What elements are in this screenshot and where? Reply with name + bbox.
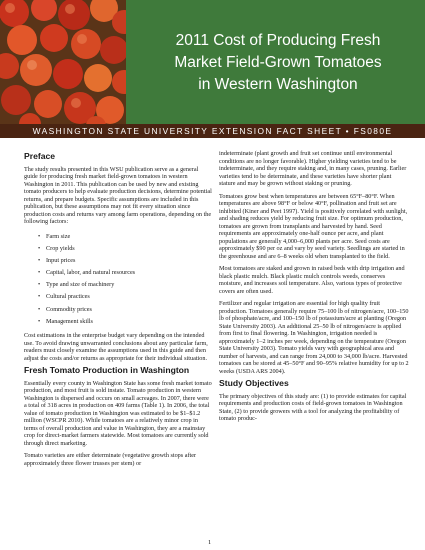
body-paragraph: Tomatoes grow best when temperatures are between 65°F–80°F. When temperatures are above 98°F or below 40°F, pollination and fruit set are inhibited (Kiner and Peet 1997). Yield is positively correlated with sunlight, and shading reduces yield by reducing fruit size. For optimum production, tomatoes are grown from transplants and harvested by hand. Seed requirements are approximately one-half ounce per acre, and plant populations are generally 4,000–6,000 plants per acre. Seed costs are approximately $90 per oz and vary by seed variety. Seedlings are started in the greenhouse and are 6–8 weeks old when transplanted to the field. bbox=[219, 192, 408, 260]
list-item: • Management skills bbox=[38, 316, 212, 328]
list-item: • Cultural practices bbox=[38, 291, 212, 303]
list-item: • Commodity prices bbox=[38, 304, 212, 316]
fact-sheet-band: WASHINGTON STATE UNIVERSITY EXTENSION FACT SHEET • FS080E bbox=[0, 124, 425, 138]
title-line: Market Field-Grown Tomatoes bbox=[174, 54, 382, 71]
header-banner bbox=[0, 0, 425, 124]
tomato-photo-illustration bbox=[0, 0, 126, 124]
production-paragraph: Tomato varieties are either determinate (vegetative growth stops after approximately three flower trusses per stem) or bbox=[24, 452, 197, 467]
factors-list bbox=[24, 231, 212, 329]
preface-heading: Preface bbox=[24, 151, 56, 161]
preface-paragraph: The study results presented in this WSU publication serve as a general guide for producing fresh market field-grown tomatoes in western Washington in 2011. This publication can be used by new and existing tomato producers to help evaluate production decisions, determine potential returns, and prepare budgets. Specific assumptions are included in this publication, but these assumptions may not fit every situation since production costs and returns vary among farm operations, depending on the following factors: bbox=[24, 165, 212, 225]
right-column bbox=[219, 150, 409, 428]
list-item: • Input prices bbox=[38, 255, 212, 267]
list-item: • Farm size bbox=[38, 231, 212, 243]
preface-paragraph: Cost estimations in the enterprise budget vary depending on the intended use. To avoid drawing unwarranted conclusions about any particular farm, readers must closely examine the assumptions used in this guide and then adjust the costs and/or returns as appropriate for their individual situation. bbox=[24, 332, 208, 362]
production-heading: Fresh Tomato Production in Washington bbox=[24, 365, 190, 375]
title-line: in Western Washington bbox=[198, 76, 358, 93]
page-number: 1 bbox=[208, 539, 212, 546]
title-line: 2011 Cost of Producing Fresh bbox=[175, 32, 381, 49]
publication-title bbox=[142, 30, 414, 96]
body-paragraph: Most tomatoes are staked and grown in raised beds with drip irrigation and black plastic mulch. Black plastic mulch controls weeds, conserves moisture, and increases soil temperature. Also, various types of protective covers are often used. bbox=[219, 265, 405, 295]
body-paragraph: indeterminate (plant growth and fruit set continue until environmental conditions are no longer favorable). Higher yielding varieties tend to be indeterminate, and they require staking and, in many cases, pruning. Earlier varieties tend to be determinate, and these varieties have shorter plant stature and may be grown without staking or pruning. bbox=[219, 150, 407, 187]
body-paragraph: Fertilizer and regular irrigation are essential for high quality fruit production. Tomatoes generally require 75–100 lb of nitrogen/acre, 100–150 lb of phosphate/acre, and 100–150 lb of potassium/acre at planting (Oregon State University 2003). An additional 25–50 lb of nitrogen/acre is applied from first to final flowering. In Washington, irrigation needed is approximately 1–2 inches per week, depending on the temperature (Oregon State University 2003). Tomato yields vary with geographical area and number of harvests, and can range from 24,000 to 34,000 lb/acre. Harvested tomatoes can be stored at 45–50°F and 90–95% relative humidity for up to 2 weeks (USDA ARS 2004). bbox=[219, 300, 409, 375]
list-item: • Capital, labor, and natural resources bbox=[38, 267, 212, 279]
list-item: • Crop yields bbox=[38, 243, 212, 255]
objectives-paragraph: The primary objectives of this study are: (1) to provide estimates for capital requirements and production costs of field-grown tomatoes in Washington State, (2) to provide growers with a tool for analyzing the profitability of tomato produc- bbox=[219, 392, 407, 422]
list-item: • Type and size of machinery bbox=[38, 279, 212, 291]
tomato-photo bbox=[0, 0, 126, 124]
objectives-heading: Study Objectives bbox=[219, 378, 289, 388]
production-paragraph: Essentially every county in Washington State has some fresh market tomato production, and most fruit is sold instate. Tomato production in western Washington is dispersed and occurs on small acreages. In 2007, there were a total of 318 acres in production on 409 farms (Table 1). In 2006, the total value of tomato production in Washington was estimated to be $1–$1.2 million (WSCPR 2010). While tomatoes are a relatively minor crop in terms of overall production and value in Washington, they are a mainstay crop for direct-market farmers statewide. Most tomatoes are currently sold through direct marketing. bbox=[24, 379, 212, 447]
left-column bbox=[24, 150, 212, 472]
